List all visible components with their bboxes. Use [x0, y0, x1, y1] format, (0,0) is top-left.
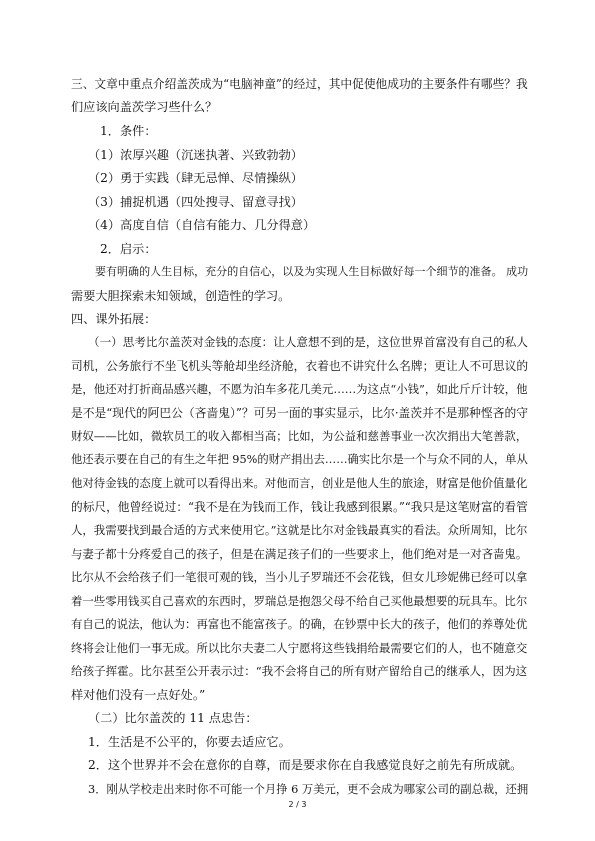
text-line: 人，我需要找到最合适的方式来使用它。”这就是比尔对金钱最真实的看法。众所周知，比尔 — [71, 523, 528, 537]
text-line: 终将会让他们一事无成。所以比尔夫妻二人宁愿将这些钱捐给最需要它们的人，也不随意交 — [71, 641, 528, 655]
text-line: （2）勇于实践（肆无忌惮、尽情操纵） — [88, 171, 303, 185]
text-line: 需要大胆探索未知领域，创造性的学习。 — [71, 289, 291, 303]
text-line: （一）思考比尔盖茨对金钱的态度：让人意想不到的是，这位世界首富没有自己的私人 — [88, 335, 528, 349]
text-line: （4）高度自信（自信有能力、几分得意） — [88, 218, 316, 232]
text-line: 是，他还对打折商品感兴趣，不愿为泊车多花几美元……为这点“小钱”，如此斤斤计较，他 — [71, 382, 528, 396]
text-line: 是不是“现代的阿巴公（吝啬鬼）”？可另一面的事实显示，比尔·盖茨并不是那种悭吝的守 — [71, 406, 528, 420]
page-number: 2 / 3 — [288, 800, 307, 809]
text-line: 有自己的说法，他认为：再富也不能富孩子。的确，在钞票中长大的孩子，他们的养尊处优 — [71, 617, 528, 631]
text-line: 1．条件： — [100, 124, 157, 138]
text-line: 1．生活是不公平的，你要去适应它。 — [88, 735, 291, 749]
text-line: 2．启示： — [100, 242, 157, 256]
text-line: 他对待金钱的态度上就可以看得出来。对他而言，创业是他人生的旅途，财富是他价值量化 — [71, 476, 528, 490]
text-line: 3．刚从学校走出来时你不可能一个月挣 6 万美元，更不会成为哪家公司的副总裁，还拥 — [88, 782, 529, 796]
text-line: 着一些零用钱买自己喜欢的东西时，罗瑞总是抱怨父母不给自己买他最想要的玩具车。比尔 — [71, 594, 528, 608]
text-line: 与妻子都十分疼爱自己的孩子，但是在满足孩子们的一些要求上，他们绝对是一对吝啬鬼。 — [71, 547, 528, 561]
text-line: 司机，公务旅行不坐飞机头等舱却坐经济舱，衣着也不讲究什么名牌；更让人不可思议的 — [71, 359, 529, 373]
text-line: （1）浓厚兴趣（沉迷执著、兴致勃勃） — [88, 148, 303, 162]
text-line: 要有明确的人生目标，充分的自信心，以及为实现人生目标做好每一个细节的准备。 成功 — [95, 265, 529, 278]
text-line: 给孩子挥霍。比尔甚至公开表示过：“我不会将自己的所有财产留给自己的继承人，因为这 — [71, 664, 528, 678]
text-line: 他还表示要在自己的有生之年把 95%的财产捐出去……确实比尔是一个与众不同的人，单从 — [71, 453, 528, 466]
text-line: 比尔从不会给孩子们一笔很可观的钱，当小儿子罗瑞还不会花钱，但女儿珍妮佛已经可以拿 — [71, 570, 528, 584]
text-line: （二）比尔盖茨的 11 点忠告： — [88, 711, 258, 725]
text-line: 样对他们没有一点好处。” — [71, 688, 206, 702]
text-line: 2．这个世界并不会在意你的自尊，而是要求你在自我感觉良好之前先有所成就。 — [88, 758, 523, 772]
text-line: 财奴——比如，微软员工的收入都相当高；比如，为公益和慈善事业一次次捐出大笔善款， — [71, 429, 528, 443]
text-line: 的标尺，他曾经说过：“我不是在为钱而工作，钱让我感到很累。”“我只是这笔财富的看管 — [71, 500, 528, 514]
text-line: 三、文章中重点介绍盖茨成为“电脑神童”的经过，其中促使他成功的主要条件有哪些？我 — [71, 77, 528, 91]
text-line: 们应该向盖茨学习些什么？ — [71, 100, 218, 114]
text-line: 四、课外拓展： — [71, 312, 157, 326]
text-line: （3）捕捉机遇（四处搜寻、留意寻找） — [88, 195, 303, 209]
